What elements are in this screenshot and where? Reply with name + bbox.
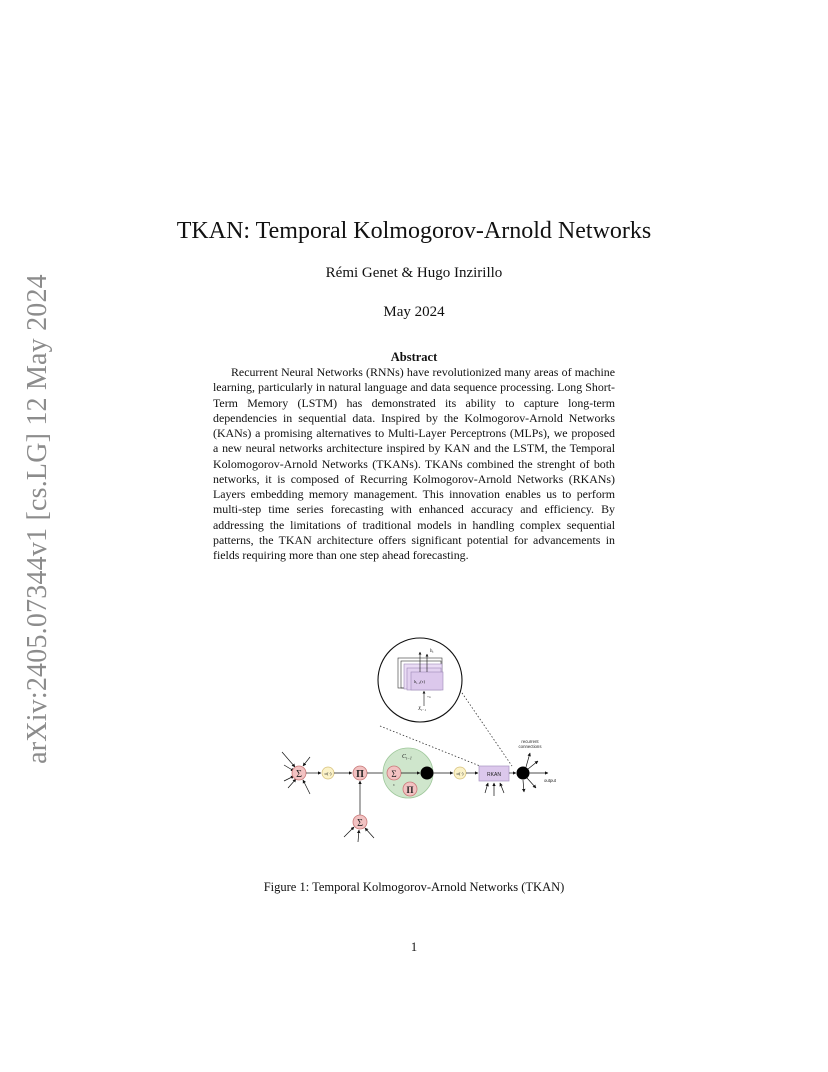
sum-node-bottom (353, 815, 367, 829)
abstract-text: Recurrent Neural Networks (RNNs) have revolutionized many areas of machine learning, particularly in natural language and data sequence processing. Long Short-Term Memory (LSTM) has demonstrated its ability to capture long-term dependencies in sequential data. Inspired by the Kolmogorov-Arnold Networks (KANs) a promising alternatives to Multi-Layer Perceptrons (MLPs), we proposed a new neural networks architecture inspired by KAN and the LSTM, the Temporal Kolomogorov-Arnold Networks (TKANs). TKANs combined the strenght of both networks, it is composed of Recurring Kolmogorov-Arnold Networks (RKANs) Layers embedding memory management. This innovation enables us to perform multi-step time series forecasting with enhanced accuracy and efficiency. By addressing the limitations of traditional models in handling complex sequential patterns, the TKAN architecture offers significant potential for advancements in fields requiring more than one step ahead forecasting. (213, 365, 615, 562)
figure-caption: Figure 1: Temporal Kolmogorov-Arnold Networks (TKAN) (263, 880, 565, 894)
svg-text:ht: $h_t$ (430, 649, 434, 654)
tkan-architecture-figure (280, 630, 570, 846)
svg-text:Π: Π (356, 769, 364, 780)
inset-magnifier (378, 638, 462, 722)
output-label: output (544, 778, 556, 783)
page-number: 1 (410, 940, 418, 954)
paper-date: May 2024 (383, 304, 445, 320)
svg-text:RKAN: RKAN (487, 772, 501, 778)
abstract-heading: Abstract (390, 350, 438, 364)
cell-output-node (421, 767, 434, 780)
sigma-activation-1 (322, 767, 334, 779)
svg-text:Π: Π (406, 785, 414, 795)
output-node (517, 767, 530, 780)
arxiv-id-text: arXiv:2405.07344v1 [cs.LG] 12 May 2024 (22, 274, 54, 764)
svg-text:Xt−1: $X_{t-1}$ (418, 707, 427, 712)
svg-text:c: c (393, 782, 395, 787)
svg-text:Σ: Σ (296, 769, 302, 780)
svg-text:σ(·): σ(·) (324, 771, 332, 776)
sigma-activation-2 (454, 767, 466, 779)
svg-text:σ(·): σ(·) (456, 771, 464, 776)
zoom-guide-right (460, 690, 512, 766)
svg-text:ht−1(τ): $h_{t-1}(\tau)$ (414, 679, 426, 685)
rkan-block (479, 766, 509, 781)
sum-node-input (292, 766, 306, 780)
svg-text:+x: +x (427, 695, 431, 699)
paper-title: TKAN: Temporal Kolmogorov-Arnold Networks (176, 218, 652, 244)
svg-text:Σ: Σ (357, 818, 363, 829)
paper-authors: Rémi Genet & Hugo Inzirillo (325, 265, 503, 281)
svg-text:Σ: Σ (391, 769, 397, 779)
recurrent-label: recurrent (521, 739, 539, 744)
product-node (353, 766, 367, 780)
svg-text:Ct−1: $C_{t-1}$ (402, 754, 412, 761)
connections-label: connections (518, 744, 542, 749)
tkan-diagram (280, 630, 570, 846)
